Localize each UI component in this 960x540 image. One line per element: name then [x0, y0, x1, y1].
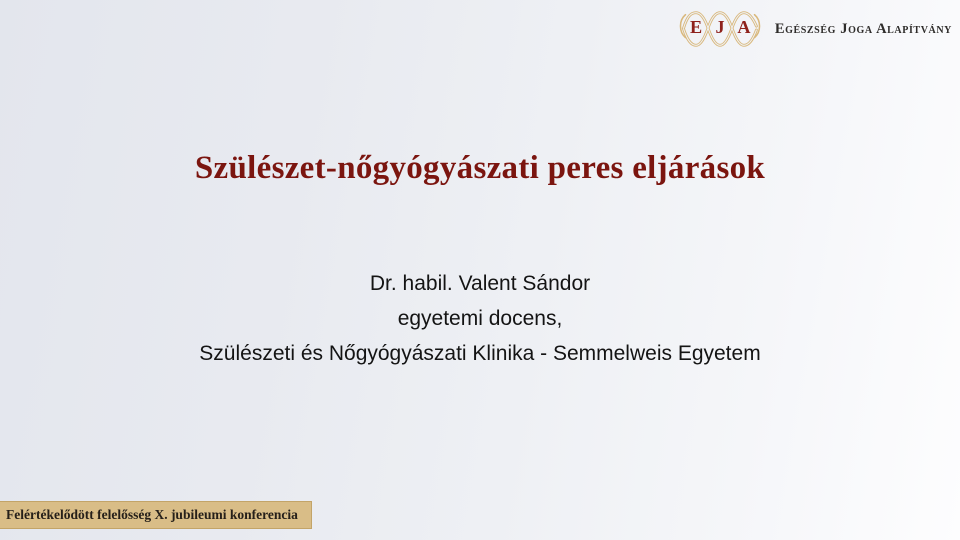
slide-subtitle — [0, 266, 960, 371]
logo-org-name: Egészség Joga Alapítvány — [774, 20, 952, 37]
eja-monogram-icon — [674, 6, 766, 52]
logo-letter-j: J — [715, 16, 725, 37]
subtitle-position: egyetemi docens, — [397, 307, 563, 330]
subtitle-speaker: Dr. habil. Valent Sándor — [369, 272, 591, 295]
logo-letter-a: A — [737, 16, 751, 37]
subtitle-affiliation: Szülészeti és Nőgyógyászati Klinika - Semmelweis Egyetem — [199, 342, 761, 365]
slide-title: Szülészet-nőgyógyászati peres eljárások — [194, 150, 766, 186]
logo-letter-e: E — [689, 16, 702, 37]
foundation-logo — [674, 6, 954, 52]
conference-badge: Felértékelődött felelősség X. jubileumi konferencia — [0, 501, 312, 529]
